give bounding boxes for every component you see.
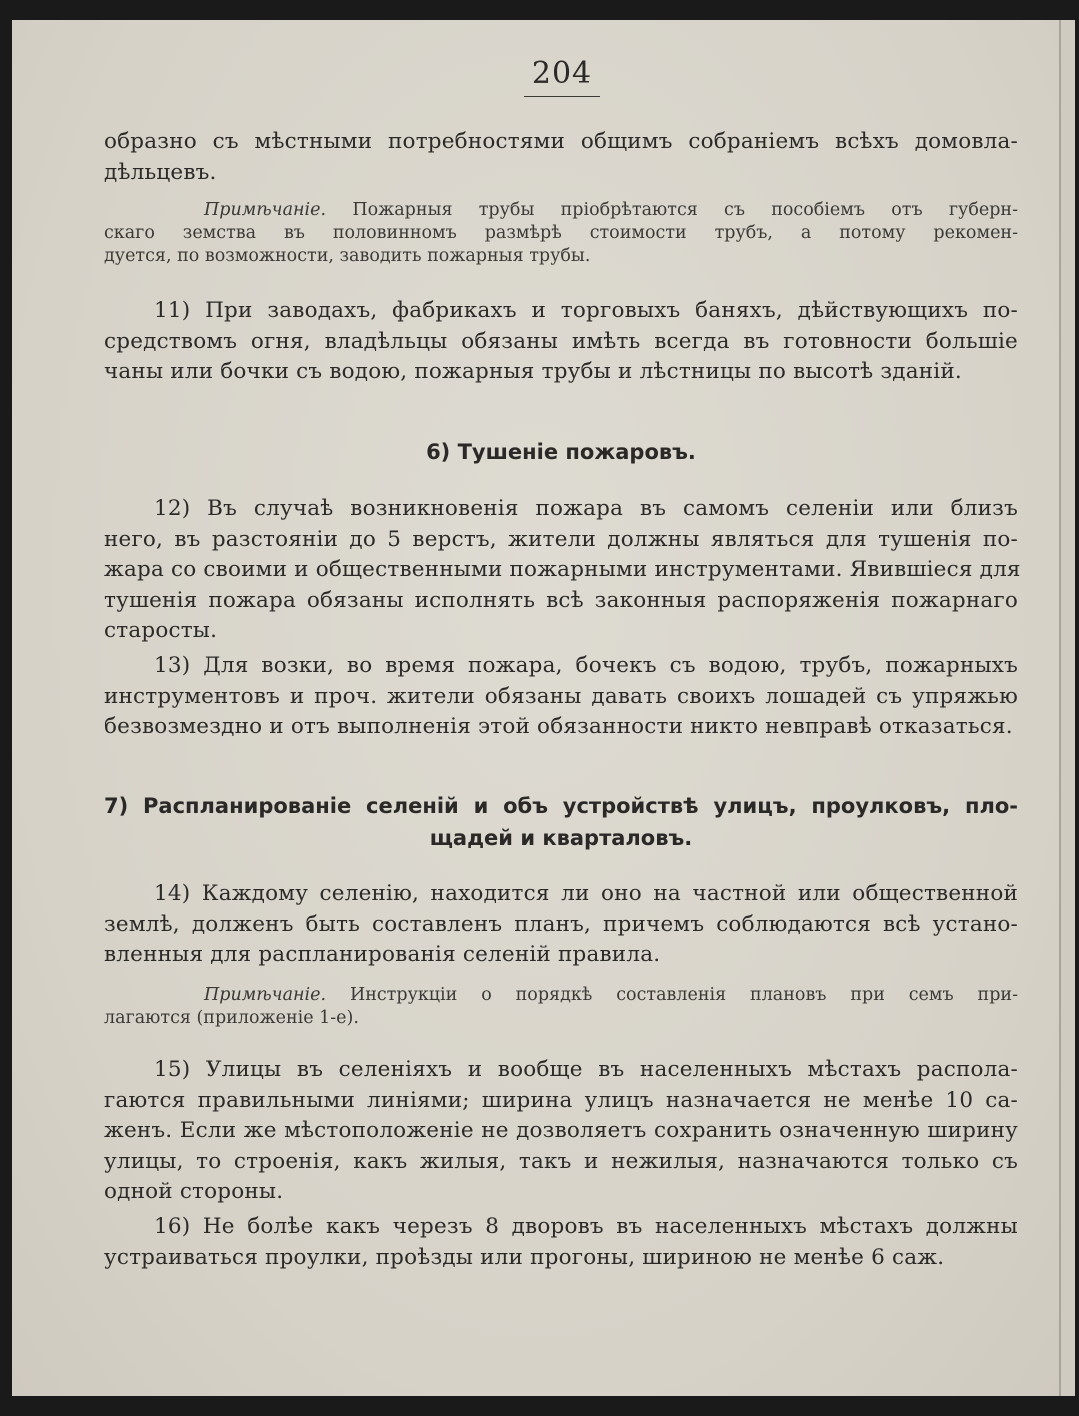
page-number: 204: [531, 56, 593, 91]
text-line: вленныя для распланированія селеній правила.: [104, 942, 661, 967]
text-line: него, въ разстояніи до 5 верстъ, жители должны являться для тушенія по-: [104, 526, 1018, 552]
heading-line: 6) Тушеніе пожаровъ.: [426, 440, 696, 464]
heading-line: 7) Распланированіе селеній и объ устройствѣ улицъ, проулковъ, пло-: [104, 794, 1018, 818]
text-line: скаго земства въ половинномъ размѣрѣ стоимости трубъ, а потому рекомен-: [104, 223, 1018, 243]
section-heading-7: [104, 790, 1018, 854]
text-line: 13) Для возки, во время пожара, бочекъ съ водою, трубъ, пожарныхъ: [154, 653, 1018, 678]
paragraph-12: [104, 494, 1021, 647]
paragraph-15: [104, 1055, 1018, 1208]
paragraph-14: [104, 879, 1018, 971]
note-label: Примѣчаніе.: [204, 200, 327, 220]
text-line: старосты.: [104, 618, 218, 643]
note-2: [104, 984, 1018, 1030]
text-line: тушенія пожара обязаны исполнять всѣ законныя распоряженія пожарнаго: [104, 587, 1018, 613]
text-line: жара со своими и общественными пожарными инструментами. Явившіеся для: [104, 557, 1021, 582]
note-1: [104, 199, 1018, 268]
text-line: безвозмездно и отъ выполненія этой обязанности никто невправѣ отказаться.: [104, 714, 1013, 739]
text-line: инструментовъ и проч. жители обязаны давать своихъ лошадей съ упряжью: [104, 683, 1018, 709]
text-line: 14) Каждому селенію, находится ли оно на частной или общественной: [154, 881, 1018, 906]
text-line: дуется, по возможности, заводить пожарныя трубы.: [104, 246, 591, 266]
text-line: женъ. Если же мѣстоположеніе не дозволяетъ сохранить означенную ширину: [104, 1118, 1018, 1143]
note-text: Пожарныя трубы пріобрѣтаются съ пособіемъ отъ губерн-: [326, 200, 1018, 220]
section-heading-6: [104, 436, 1018, 468]
text-line: лагаются (приложеніе 1-е).: [104, 1008, 359, 1028]
text-line: средствомъ огня, владѣльцы обязаны имѣть всегда въ готовности большіе: [104, 328, 1018, 354]
intro-paragraph: [104, 127, 1018, 188]
text-line: улицы, то строенія, какъ жилыя, такъ и нежилыя, назначаются только съ: [104, 1148, 1018, 1174]
paragraph-16: [104, 1212, 1018, 1273]
text-line: гаются правильными линіями; ширина улицъ назначается не менѣе 10 са-: [104, 1087, 1018, 1113]
text-line: образно съ мѣстными потребностями общимъ собраніемъ всѣхъ домовла-: [104, 129, 1018, 154]
text-line: одной стороны.: [104, 1179, 284, 1204]
page-edge: [1059, 20, 1075, 1396]
text-line: чаны или бочки съ водою, пожарныя трубы и лѣстницы по высотѣ зданій.: [104, 359, 962, 384]
page-number-rule: [524, 96, 600, 97]
text-line: 16) Не болѣе какъ черезъ 8 дворовъ въ населенныхъ мѣстахъ должны: [154, 1214, 1018, 1239]
paragraph-11: [104, 296, 1018, 388]
text-line: 15) Улицы въ селеніяхъ и вообще въ населенныхъ мѣстахъ распола-: [154, 1057, 1018, 1082]
text-line: 12) Въ случаѣ возникновенія пожара въ самомъ селеніи или близъ: [154, 496, 1018, 521]
text-line: 11) При заводахъ, фабрикахъ и торговыхъ баняхъ, дѣйствующихъ по-: [154, 298, 1018, 323]
note-first-line: [104, 199, 1018, 222]
text-line: дѣльцевъ.: [104, 159, 217, 185]
note-label: Примѣчаніе.: [204, 985, 327, 1005]
note-text: Инструкціи о порядкѣ составленія плановъ при семъ при-: [326, 985, 1018, 1005]
note-first-line: [104, 984, 1018, 1007]
text-line: землѣ, долженъ быть составленъ планъ, причемъ соблюдаются всѣ устано-: [104, 911, 1018, 937]
paragraph-13: [104, 651, 1018, 743]
text-line: устраиваться проулки, проѣзды или прогоны, шириною не менѣе 6 саж.: [104, 1244, 945, 1270]
heading-line: щадей и кварталовъ.: [429, 826, 693, 850]
